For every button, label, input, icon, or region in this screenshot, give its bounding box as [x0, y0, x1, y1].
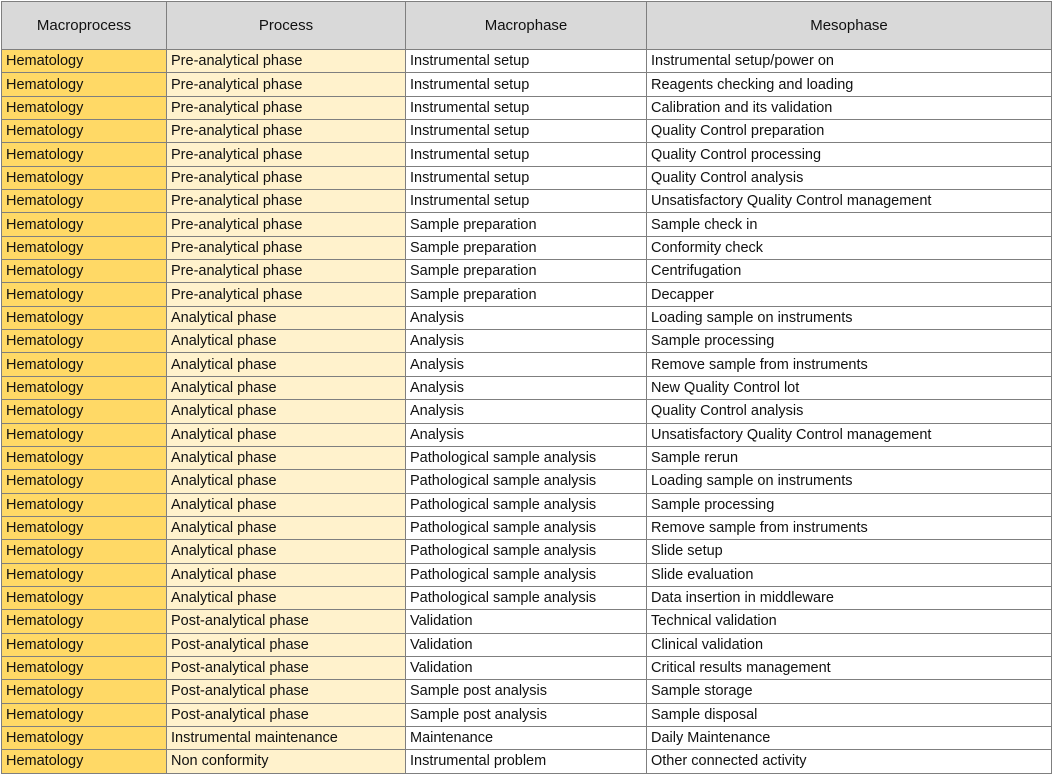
- cell-process: Post-analytical phase: [167, 656, 406, 679]
- cell-mesophase: Critical results management: [647, 656, 1052, 679]
- cell-mesophase: Loading sample on instruments: [647, 306, 1052, 329]
- cell-macroprocess: Hematology: [2, 306, 167, 329]
- cell-macrophase: Instrumental setup: [406, 166, 647, 189]
- cell-macroprocess: Hematology: [2, 493, 167, 516]
- cell-macrophase: Pathological sample analysis: [406, 470, 647, 493]
- table-row: [2, 283, 1052, 306]
- cell-macrophase: Sample preparation: [406, 283, 647, 306]
- cell-process: Analytical phase: [167, 470, 406, 493]
- cell-macrophase: Instrumental setup: [406, 143, 647, 166]
- cell-process: Analytical phase: [167, 586, 406, 609]
- cell-macrophase: Instrumental setup: [406, 50, 647, 73]
- cell-macrophase: Sample preparation: [406, 236, 647, 259]
- table-row: [2, 586, 1052, 609]
- cell-macrophase: Instrumental setup: [406, 96, 647, 119]
- table-row: [2, 260, 1052, 283]
- table-row: [2, 493, 1052, 516]
- cell-macroprocess: Hematology: [2, 166, 167, 189]
- header-macrophase: Macrophase: [406, 2, 647, 50]
- cell-mesophase: Slide evaluation: [647, 563, 1052, 586]
- cell-process: Analytical phase: [167, 376, 406, 399]
- cell-process: Pre-analytical phase: [167, 260, 406, 283]
- cell-macroprocess: Hematology: [2, 540, 167, 563]
- table-row: [2, 330, 1052, 353]
- cell-macroprocess: Hematology: [2, 260, 167, 283]
- cell-macrophase: Analysis: [406, 306, 647, 329]
- table-row: [2, 353, 1052, 376]
- cell-macroprocess: Hematology: [2, 236, 167, 259]
- cell-mesophase: Quality Control analysis: [647, 400, 1052, 423]
- cell-macroprocess: Hematology: [2, 376, 167, 399]
- cell-process: Analytical phase: [167, 400, 406, 423]
- table-row: [2, 633, 1052, 656]
- header-macroprocess: Macroprocess: [2, 2, 167, 50]
- cell-process: Analytical phase: [167, 540, 406, 563]
- cell-macroprocess: Hematology: [2, 73, 167, 96]
- cell-macroprocess: Hematology: [2, 50, 167, 73]
- table-row: [2, 73, 1052, 96]
- header-process: Process: [167, 2, 406, 50]
- cell-mesophase: Centrifugation: [647, 260, 1052, 283]
- cell-macroprocess: Hematology: [2, 586, 167, 609]
- cell-mesophase: Reagents checking and loading: [647, 73, 1052, 96]
- cell-mesophase: Sample storage: [647, 680, 1052, 703]
- cell-macrophase: Instrumental setup: [406, 73, 647, 96]
- cell-macrophase: Analysis: [406, 353, 647, 376]
- table-row: [2, 96, 1052, 119]
- cell-process: Pre-analytical phase: [167, 50, 406, 73]
- cell-process: Post-analytical phase: [167, 633, 406, 656]
- cell-process: Analytical phase: [167, 493, 406, 516]
- cell-mesophase: Data insertion in middleware: [647, 586, 1052, 609]
- cell-mesophase: Sample rerun: [647, 446, 1052, 469]
- cell-macrophase: Analysis: [406, 423, 647, 446]
- cell-macrophase: Instrumental setup: [406, 190, 647, 213]
- cell-macroprocess: Hematology: [2, 563, 167, 586]
- cell-macrophase: Validation: [406, 633, 647, 656]
- cell-mesophase: Calibration and its validation: [647, 96, 1052, 119]
- cell-mesophase: Sample check in: [647, 213, 1052, 236]
- table-row: [2, 143, 1052, 166]
- cell-process: Analytical phase: [167, 306, 406, 329]
- cell-macroprocess: Hematology: [2, 703, 167, 726]
- table-row: [2, 563, 1052, 586]
- cell-process: Pre-analytical phase: [167, 96, 406, 119]
- cell-mesophase: Sample processing: [647, 493, 1052, 516]
- cell-macroprocess: Hematology: [2, 446, 167, 469]
- cell-macroprocess: Hematology: [2, 283, 167, 306]
- table-row: [2, 540, 1052, 563]
- table-row: [2, 190, 1052, 213]
- cell-mesophase: Slide setup: [647, 540, 1052, 563]
- table-row: [2, 680, 1052, 703]
- cell-macroprocess: Hematology: [2, 423, 167, 446]
- cell-macroprocess: Hematology: [2, 656, 167, 679]
- cell-process: Pre-analytical phase: [167, 213, 406, 236]
- cell-mesophase: Remove sample from instruments: [647, 516, 1052, 539]
- cell-macroprocess: Hematology: [2, 143, 167, 166]
- cell-process: Post-analytical phase: [167, 680, 406, 703]
- header-mesophase: Mesophase: [647, 2, 1052, 50]
- cell-macroprocess: Hematology: [2, 610, 167, 633]
- header-row: [2, 2, 1052, 50]
- table-row: [2, 470, 1052, 493]
- cell-mesophase: Instrumental setup/power on: [647, 50, 1052, 73]
- cell-mesophase: Clinical validation: [647, 633, 1052, 656]
- cell-macroprocess: Hematology: [2, 330, 167, 353]
- cell-macrophase: Pathological sample analysis: [406, 516, 647, 539]
- cell-mesophase: Unsatisfactory Quality Control management: [647, 423, 1052, 446]
- cell-macrophase: Analysis: [406, 376, 647, 399]
- table-row: [2, 423, 1052, 446]
- cell-mesophase: Sample processing: [647, 330, 1052, 353]
- process-table: [1, 1, 1052, 774]
- table-row: [2, 213, 1052, 236]
- table-row: [2, 306, 1052, 329]
- cell-process: Analytical phase: [167, 516, 406, 539]
- cell-macrophase: Pathological sample analysis: [406, 493, 647, 516]
- cell-macroprocess: Hematology: [2, 726, 167, 749]
- cell-macrophase: Sample preparation: [406, 260, 647, 283]
- cell-process: Analytical phase: [167, 353, 406, 376]
- cell-macrophase: Validation: [406, 656, 647, 679]
- table-row: [2, 120, 1052, 143]
- table-row: [2, 236, 1052, 259]
- cell-macroprocess: Hematology: [2, 353, 167, 376]
- cell-macrophase: Pathological sample analysis: [406, 563, 647, 586]
- cell-mesophase: Loading sample on instruments: [647, 470, 1052, 493]
- table-row: [2, 400, 1052, 423]
- cell-process: Pre-analytical phase: [167, 120, 406, 143]
- cell-macroprocess: Hematology: [2, 400, 167, 423]
- cell-macroprocess: Hematology: [2, 516, 167, 539]
- cell-mesophase: Conformity check: [647, 236, 1052, 259]
- cell-mesophase: Technical validation: [647, 610, 1052, 633]
- table-row: [2, 656, 1052, 679]
- cell-process: Analytical phase: [167, 423, 406, 446]
- cell-macroprocess: Hematology: [2, 750, 167, 773]
- cell-mesophase: Decapper: [647, 283, 1052, 306]
- table-row: [2, 610, 1052, 633]
- cell-macroprocess: Hematology: [2, 213, 167, 236]
- cell-process: Pre-analytical phase: [167, 143, 406, 166]
- cell-macrophase: Pathological sample analysis: [406, 586, 647, 609]
- cell-macroprocess: Hematology: [2, 96, 167, 119]
- cell-macrophase: Validation: [406, 610, 647, 633]
- cell-macrophase: Pathological sample analysis: [406, 540, 647, 563]
- cell-macrophase: Instrumental setup: [406, 120, 647, 143]
- cell-macrophase: Sample post analysis: [406, 703, 647, 726]
- cell-process: Post-analytical phase: [167, 703, 406, 726]
- table-row: [2, 446, 1052, 469]
- cell-mesophase: Remove sample from instruments: [647, 353, 1052, 376]
- table-row: [2, 50, 1052, 73]
- cell-macrophase: Sample preparation: [406, 213, 647, 236]
- cell-macroprocess: Hematology: [2, 470, 167, 493]
- cell-macrophase: Analysis: [406, 400, 647, 423]
- table-row: [2, 376, 1052, 399]
- cell-process: Instrumental maintenance: [167, 726, 406, 749]
- cell-process: Analytical phase: [167, 563, 406, 586]
- cell-macroprocess: Hematology: [2, 633, 167, 656]
- cell-mesophase: Daily Maintenance: [647, 726, 1052, 749]
- cell-process: Non conformity: [167, 750, 406, 773]
- cell-mesophase: Quality Control analysis: [647, 166, 1052, 189]
- cell-macroprocess: Hematology: [2, 120, 167, 143]
- cell-process: Pre-analytical phase: [167, 236, 406, 259]
- cell-mesophase: Quality Control preparation: [647, 120, 1052, 143]
- cell-process: Pre-analytical phase: [167, 283, 406, 306]
- table-row: [2, 703, 1052, 726]
- cell-process: Pre-analytical phase: [167, 166, 406, 189]
- cell-process: Pre-analytical phase: [167, 190, 406, 213]
- cell-macrophase: Pathological sample analysis: [406, 446, 647, 469]
- table-body: [2, 50, 1052, 774]
- table-row: [2, 750, 1052, 773]
- table-row: [2, 166, 1052, 189]
- cell-mesophase: Sample disposal: [647, 703, 1052, 726]
- cell-macroprocess: Hematology: [2, 680, 167, 703]
- cell-macrophase: Sample post analysis: [406, 680, 647, 703]
- table-row: [2, 516, 1052, 539]
- cell-macrophase: Maintenance: [406, 726, 647, 749]
- cell-mesophase: New Quality Control lot: [647, 376, 1052, 399]
- cell-process: Post-analytical phase: [167, 610, 406, 633]
- cell-macrophase: Analysis: [406, 330, 647, 353]
- cell-mesophase: Other connected activity: [647, 750, 1052, 773]
- table-row: [2, 726, 1052, 749]
- cell-process: Analytical phase: [167, 446, 406, 469]
- cell-mesophase: Quality Control processing: [647, 143, 1052, 166]
- cell-macrophase: Instrumental problem: [406, 750, 647, 773]
- cell-process: Pre-analytical phase: [167, 73, 406, 96]
- cell-macroprocess: Hematology: [2, 190, 167, 213]
- cell-mesophase: Unsatisfactory Quality Control management: [647, 190, 1052, 213]
- cell-process: Analytical phase: [167, 330, 406, 353]
